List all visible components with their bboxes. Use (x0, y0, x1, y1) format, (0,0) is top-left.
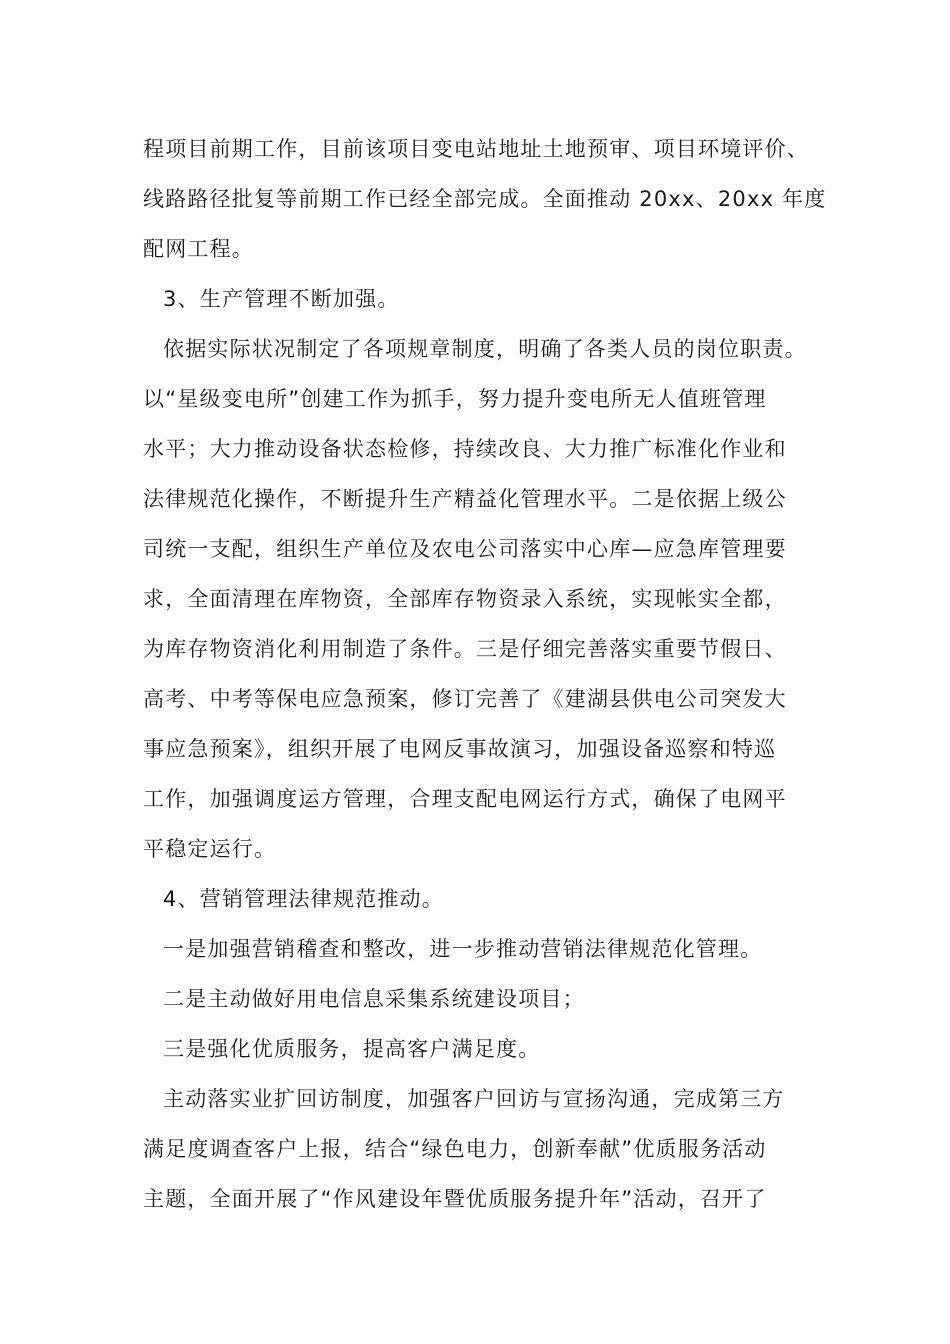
text-line: 平稳定运行。 (143, 837, 277, 861)
section-heading: 4、营销管理法律规范推动。 (163, 887, 444, 911)
text-line: 为库存物资消化利用制造了条件。三是仔细完善落实重要节假日、 (143, 637, 787, 661)
text-line: 程项目前期工作，目前该项目变电站地址土地预审、项目环境评价、 (143, 137, 809, 161)
text-line: 水平；大力推动设备状态检修，持续改良、大力推广标准化作业和 (143, 437, 787, 461)
text-line: 工作，加强调度运方管理，合理支配电网运行方式，确保了电网平 (143, 787, 787, 811)
text-line: 满足度调查客户上报，结合“绿色电力，创新奉献”优质服务活动 (143, 1137, 767, 1161)
text-line: 二是主动做好用电信息采集系统建设项目； (163, 987, 585, 1011)
text-line: 配网工程。 (143, 237, 254, 261)
text-line: 线路路径批复等前期工作已经全部完成。全面推动 20xx、20xx 年度 (143, 187, 827, 211)
text-line: 司统一支配，组织生产单位及农电公司落实中心库—应急库管理要 (143, 537, 787, 561)
text-line: 事应急预案》，组织开展了电网反事故演习，加强设备巡察和特巡 (143, 737, 777, 761)
text-line: 主动落实业扩回访制度，加强客户回访与宣扬沟通，完成第三方 (163, 1087, 785, 1111)
text-line: 主题，全面开展了“作风建设年暨优质服务提升年”活动，召开了 (143, 1187, 767, 1211)
section-heading: 3、生产管理不断加强。 (163, 287, 400, 311)
text-line: 三是强化优质服务，提高客户满足度。 (163, 1037, 541, 1061)
text-line: 法律规范化操作，不断提升生产精益化管理水平。二是依据上级公 (143, 487, 787, 511)
text-line: 求，全面清理在库物资，全部库存物资录入系统，实现帐实全都， (143, 587, 787, 611)
text-line: 以“星级变电所”创建工作为抓手，努力提升变电所无人值班管理 (143, 387, 767, 411)
text-line: 高考、中考等保电应急预案，修订完善了《建湖县供电公司突发大 (143, 687, 787, 711)
text-line: 依据实际状况制定了各项规章制度，明确了各类人员的岗位职责。 (163, 337, 807, 361)
text-line: 一是加强营销稽查和整改，进一步推动营销法律规范化管理。 (163, 937, 763, 961)
